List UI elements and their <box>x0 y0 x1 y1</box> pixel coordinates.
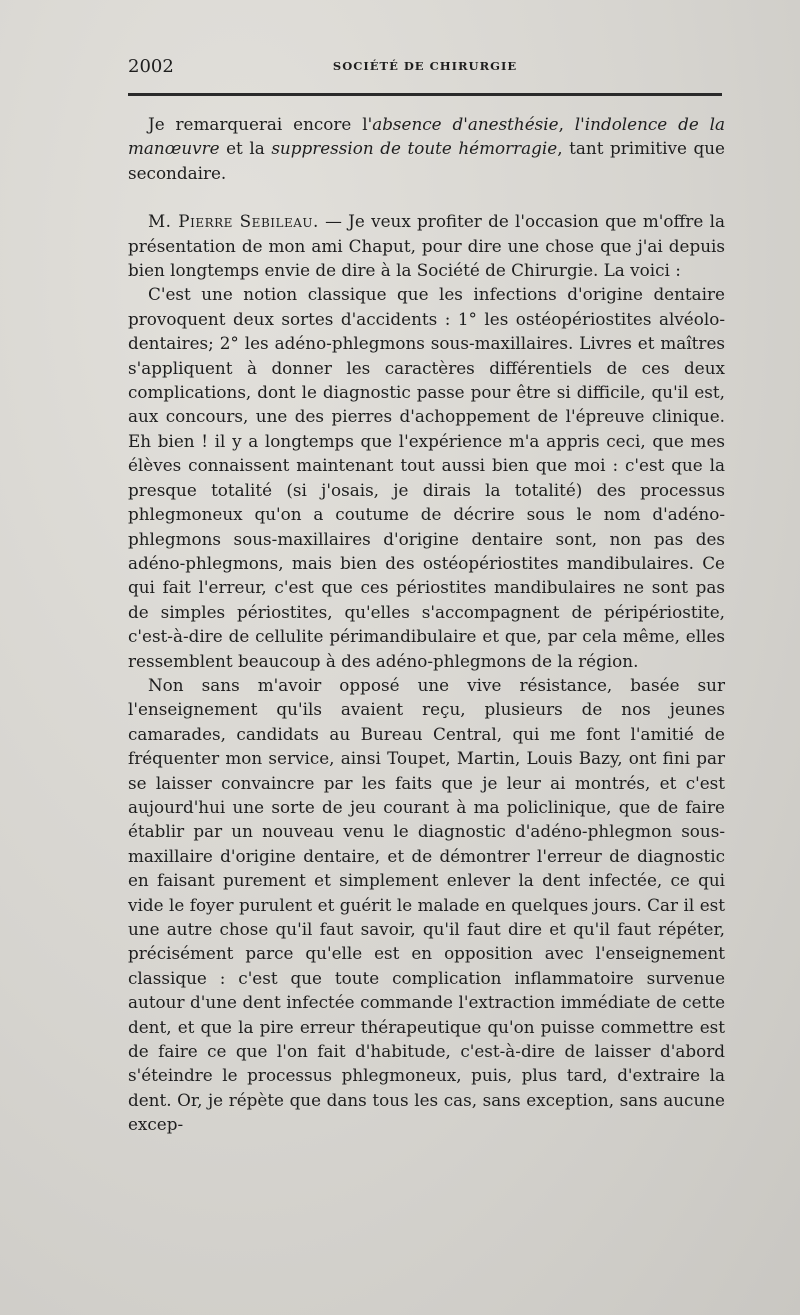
paragraph-4: Non sans m'avoir opposé une vive résistance, basée sur l'enseignement qu'ils avaient reçu, plusieurs de nos jeunes camarades, candidats au Bureau Central, qui me font l'amitié de fréquenter mon service, ainsi Toupet, Martin, Louis Bazy, ont fini par se laisser convaincre par les faits que je leur ai montrés, et c'est aujourd'hui une sorte de jeu courant à ma policlinique, que de faire établir par un nouveau venu le diagnostic d'adéno-phlegmon sous-maxillaire d'origine dentaire, et de démontrer l'erreur de diagnostic en faisant purement et simplement enlever la dent infectée, ce qui vide le foyer purulent et guérit le malade en quelques jours. Car il est une autre chose qu'il faut savoir, qu'il faut dire et qu'il faut répéter, précisément parce qu'elle est en opposition avec l'enseignement classique : c'est que toute complication inflammatoire survenue autour d'une dent infectée commande l'extraction immédiate de cette dent, et que la pire erreur thérapeutique qu'on puisse commettre est de faire ce que l'on fait d'habitude, c'est-à-dire de laisser d'abord s'éteindre le processus phlegmoneux, puis, plus tard, d'extraire la dent. Or, je répète que dans tous les cas, sans exception, sans aucune excep- <box>128 674 725 1135</box>
paragraph-3: C'est une notion classique que les infections d'origine dentaire provoquent deux sortes d'accidents : 1° les ostéopériostites alvéolo-dentaires; 2° les adéno-phlegmons sous-maxillaires. Livres et maîtres s'appliquent à donner les caractères différentiels de ces deux complications, dont le diagnostic passe pour être si difficile, qu'il est, aux concours, une des pierres d'achoppement de l'épreuve clinique. Eh bien ! il y a longtemps que l'expérience m'a appris ceci, que mes élèves connaissent maintenant tout aussi bien que moi : c'est que la presque totalité (si j'osais, je dirais la totalité) des processus phlegmoneux qu'on a coutume de décrire sous le nom d'adéno-phlegmons sous-maxillaires d'origine dentaire sont, non pas des adéno-phlegmons, mais bien des ostéopériostites mandibulaires. Ce qui fait l'erreur, c'est que ces périostites mandibulaires ne sont pas de simples périostites, qu'elles s'accompagnent de péripériostite, c'est-à-dire de cellulite périmandibulaire et que, par cela même, elles ressemblent beaucoup à des adéno-phlegmons de la région. <box>128 284 725 671</box>
text-run: , <box>558 114 575 134</box>
body-text <box>128 112 725 1137</box>
text-run: — Je veux profiter de l'occasion que m'offre la présentation de mon ami Chaput, pour dire une chose que j'ai depuis bien longtemps envie de dire à la Société de Chirurgie. La voici : <box>128 211 725 281</box>
speaker-name: M. Pierre Sebileau. <box>148 211 319 232</box>
page-number: 2002 <box>128 56 174 77</box>
text-run: , tant primitive que secondaire. <box>128 138 725 183</box>
header-rule <box>128 93 722 96</box>
paragraph-2 <box>128 209 725 282</box>
text-run: et la <box>219 138 272 159</box>
page-header <box>128 56 722 80</box>
italic-run: absence d'anesthésie <box>372 114 559 134</box>
italic-run: suppression de toute hémorragie <box>271 138 558 159</box>
italic-run: l'indolence de la manœuvre <box>128 114 726 159</box>
paragraph-1 <box>128 112 725 185</box>
text-run: Je remarquerai encore l' <box>148 114 373 134</box>
running-title: SOCIÉTÉ DE CHIRURGIE <box>332 59 518 73</box>
